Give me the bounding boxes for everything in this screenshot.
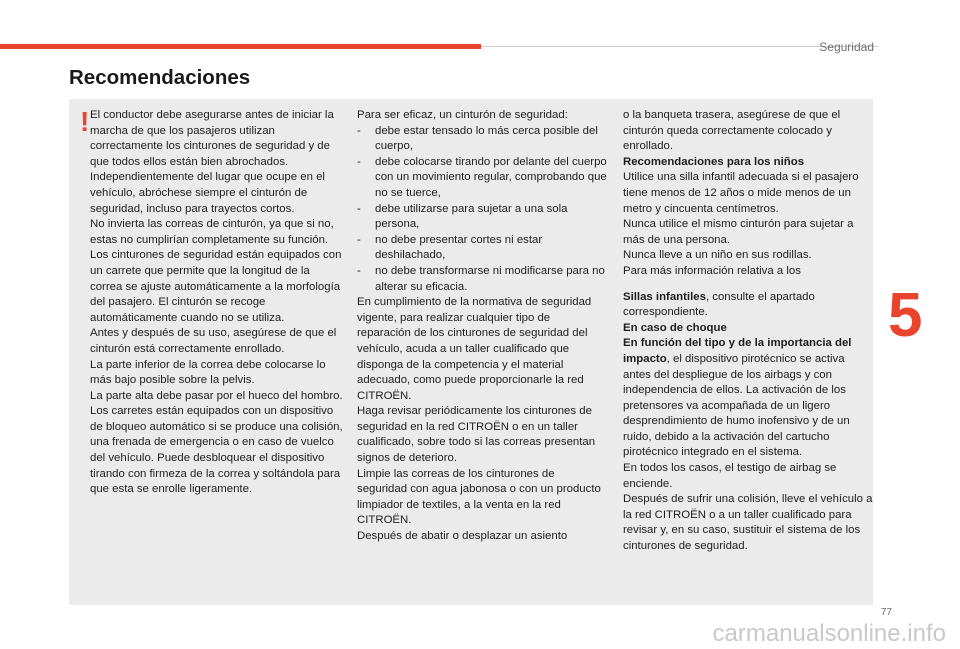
column-1 (90, 108, 345, 498)
paragraph: El conductor debe asegurarse antes de iniciar la marcha de que los pasajeros utilizan correctamente los cinturones de seguridad y de que todos ellos están bien abrochados. (90, 109, 334, 168)
paragraph: Utilice una silla infantil adecuada si el pasajero tiene menos de 12 años o mide menos de un metro y cincuenta centímetros. (623, 171, 859, 215)
paragraph: En cumplimiento de la normativa de seguridad vigente, para realizar cualquier tipo de reparación de los cinturones de seguridad del vehículo, acuda a un taller cualificado que disponga de la competencia y el material adecuado, como puede proporcionarle la red CITROËN. (357, 296, 592, 402)
list-item: - no debe presentar cortes ni estar deshilachado, (357, 233, 607, 264)
subheading-crash: En caso de choque (623, 321, 727, 334)
chapter-number: 5 (888, 281, 923, 350)
list-item-text: debe colocarse tirando por delante del cuerpo con un movimiento regular, comprobando que no se tuerce, (375, 155, 607, 199)
subheading-children: Recomendaciones para los niños (623, 155, 805, 168)
paragraph: Después de abatir o desplazar un asiento (357, 530, 568, 543)
page-title: Recomendaciones (69, 66, 251, 89)
list-item: - debe estar tensado lo más cerca posible del cuerpo, (357, 124, 607, 155)
paragraph: o la banqueta trasera, asegúrese de que el cinturón queda correctamente colocado y enrollado. (623, 109, 841, 153)
paragraph: Nunca utilice el mismo cinturón para sujetar a más de una persona. (623, 218, 854, 246)
list-item-text: debe utilizarse para sujetar a una sola persona, (375, 202, 568, 231)
list-item-text: no debe transformarse ni modificarse para no alterar su eficacia. (375, 264, 605, 293)
paragraph: Sillas infantiles, consulte el apartado correspondiente. (623, 290, 815, 319)
paragraph: Haga revisar periódicamente los cinturones de seguridad en la red CITROËN o en un taller cualificado, sobre todo si las correas presentan signos de deterioro. (357, 405, 596, 465)
watermark: carmanualsonline.info (712, 620, 946, 647)
paragraph: No invierta las correas de cinturón, ya que si no, estas no cumplirían completamente su función. (90, 218, 334, 246)
list-intro: Para ser eficaz, un cinturón de seguridad: (357, 109, 568, 121)
list-item-text: debe estar tensado lo más cerca posible del cuerpo, (375, 124, 598, 153)
paragraph: En todos los casos, el testigo de airbag se enciende. (623, 462, 837, 490)
section-label: Seguridad (819, 40, 874, 54)
paragraph: Independientemente del lugar que ocupe en el vehículo, abróchese siempre el cinturón de seguridad, incluso para trayectos cortos. (90, 171, 325, 215)
page-number: 77 (880, 607, 892, 618)
list-item: - debe colocarse tirando por delante del cuerpo con un movimiento regular, comprobando que no se tuerce, (357, 155, 607, 202)
list-item: - debe utilizarse para sujetar a una sola persona, (357, 202, 607, 233)
warning-icon: ! (80, 106, 90, 137)
column-3 (623, 108, 873, 555)
paragraph: Para más información relativa a los (623, 264, 801, 277)
paragraph: Los cinturones de seguridad están equipados con un carrete que permite que la longitud de la correa se ajuste automáticamente a la morfología del pasajero. El cinturón se recoge automáticamente cuando no se utiliza. (90, 249, 342, 324)
header-accent-bar (0, 44, 481, 49)
column-2 (357, 108, 607, 545)
paragraph: Los carretes están equipados con un dispositivo de bloqueo automático si se produce una colisión, una frenada de emergencia o en caso de vuelco del vehículo. Puede desbloquear el dispositivo tirando con firmeza de la correa y soltándola para que esta se enrolle ligeramente. (90, 405, 343, 496)
paragraph: La parte inferior de la correa debe colocarse lo más bajo posible sobre la pelvis. (90, 358, 326, 387)
paragraph: Después de sufrir una colisión, lleve el vehículo a la red CITROËN o a un taller cualificado para revisar y, en su caso, sustituir el sistema de los cinturones de seguridad. (623, 493, 873, 553)
paragraph: Nunca lleve a un niño en sus rodillas. (623, 249, 812, 262)
list-item: - no debe transformarse ni modificarse para no alterar su eficacia. (357, 264, 607, 295)
paragraph: Antes y después de su uso, asegúrese de que el cinturón está correctamente enrollado. (90, 327, 337, 355)
paragraph: Limpie las correas de los cinturones de seguridad con agua jabonosa o con un producto limpiador de textiles, a la venta en la red CITROËN. (357, 467, 601, 527)
paragraph: En función del tipo y de la importancia del impacto, el dispositivo pirotécnico se activa antes del despliegue de los airbags y con independencia de ellos. La activación de los pretensores va acompañada de un ligero desprendimiento de humo inofensivo y de un ruido, debido a la activación del cartucho pirotécnico integrado en el sistema. (623, 337, 852, 459)
list-item-text: no debe presentar cortes ni estar deshilachado, (375, 233, 543, 262)
cross-reference: Sillas infantiles (623, 290, 706, 303)
paragraph: La parte alta debe pasar por el hueco del hombro. (90, 389, 343, 402)
